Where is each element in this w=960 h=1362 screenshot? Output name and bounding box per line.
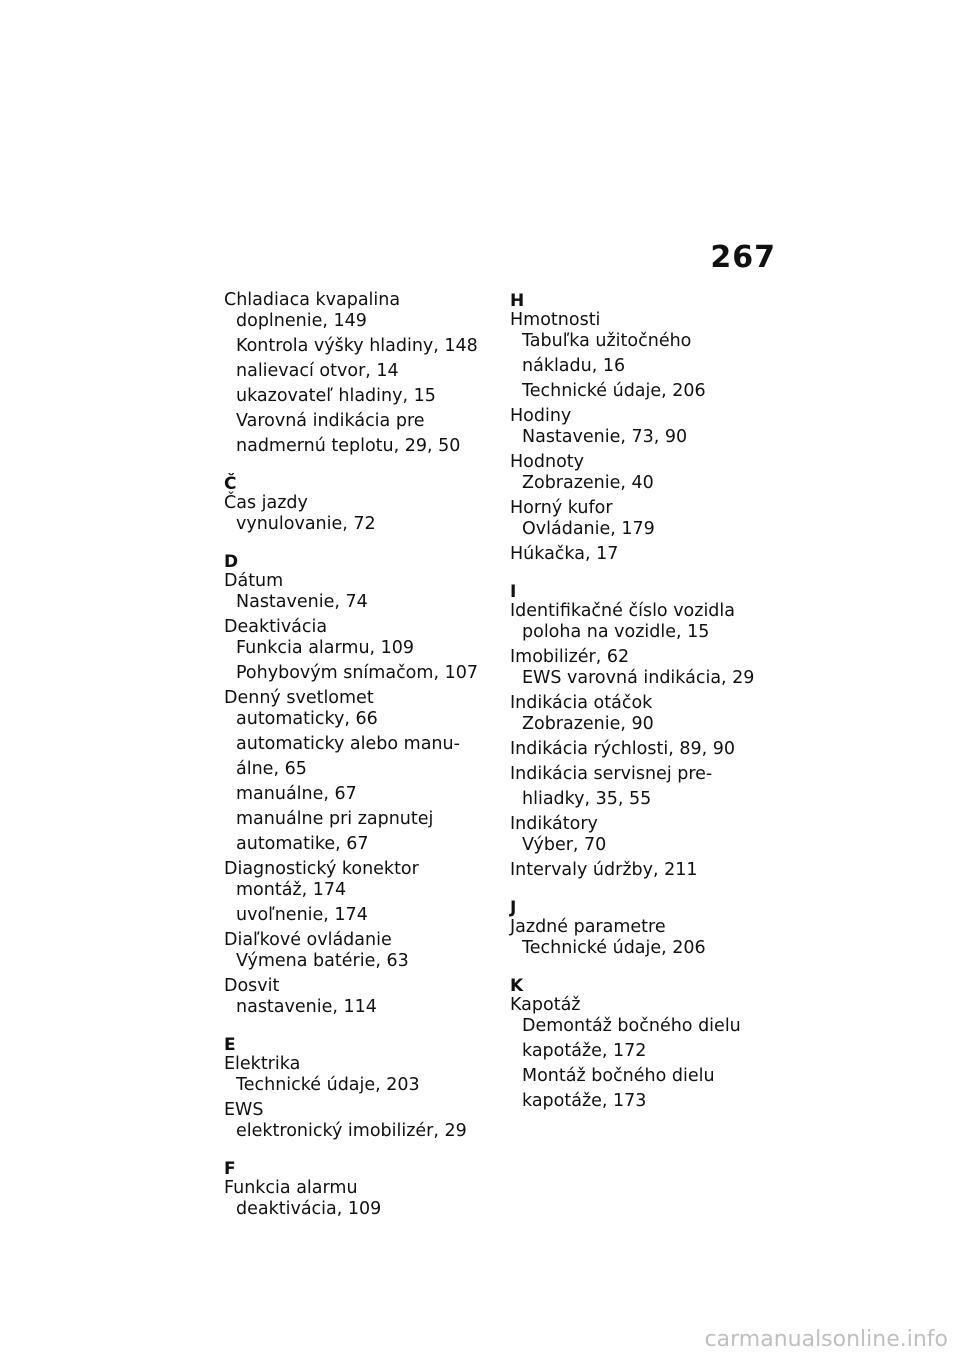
index-column-right: [510, 290, 772, 1112]
index-subentry: poloha na vozidle, 15: [522, 622, 710, 642]
index-subentry: Technické údaje, 206: [522, 938, 706, 958]
index-subentry-continuation: kapotáže, 172: [522, 1041, 647, 1061]
index-subentry: Nastavenie, 74: [236, 592, 368, 612]
index-subentry: Výber, 70: [522, 835, 607, 855]
index-entry: Jazdné parametre: [510, 917, 666, 937]
watermark: carmanualsonline.info: [704, 1327, 948, 1352]
index-entry: Hodiny: [510, 406, 572, 426]
index-subentry: manuálne, 67: [236, 784, 357, 804]
index-subentry: Zobrazenie, 90: [522, 714, 654, 734]
index-column-left: [224, 290, 486, 1220]
index-subentry: Nastavenie, 73, 90: [522, 427, 688, 447]
index-subentry-continuation: kapotáže, 173: [522, 1091, 647, 1111]
index-subentry: Technické údaje, 203: [236, 1075, 420, 1095]
index-subentry-continuation: nadmernú teplotu, 29, 50: [236, 436, 461, 456]
index-entry: Dátum: [224, 571, 284, 591]
index-subentry: Kontrola výšky hladiny, 148: [236, 336, 478, 356]
index-letter-heading: E: [224, 1035, 236, 1055]
index-subentry: ukazovateľ hladiny, 15: [236, 386, 436, 406]
index-entry: Funkcia alarmu: [224, 1178, 358, 1198]
index-subentry: Pohybovým snímačom, 107: [236, 663, 478, 683]
index-entry: Indikácia otáčok: [510, 693, 653, 713]
index-entry: EWS: [224, 1100, 264, 1120]
index-subentry: Ovládanie, 179: [522, 519, 655, 539]
index-subentry: nalievací otvor, 14: [236, 361, 399, 381]
index-subentry: nastavenie, 114: [236, 997, 377, 1017]
index-entry: Deaktivácia: [224, 617, 328, 637]
index-letter-heading: H: [510, 291, 525, 311]
page-number: 267: [710, 240, 776, 275]
index-letter-heading: K: [510, 976, 524, 996]
index-entry: Diagnostický konektor: [224, 859, 419, 879]
index-entry: Indikácia servisnej pre-: [510, 764, 713, 784]
index-entry: Čas jazdy: [224, 493, 308, 513]
index-letter-heading: D: [224, 552, 239, 572]
index-subentry: EWS varovná indikácia, 29: [522, 668, 755, 688]
index-letter-heading: J: [510, 898, 517, 918]
index-entry: Chladiaca kvapalina: [224, 290, 401, 310]
index-subentry: montáž, 174: [236, 880, 347, 900]
index-entry: Imobilizér, 62: [510, 647, 630, 667]
index-letter-heading: Č: [224, 474, 237, 494]
index-entry: Dosvit: [224, 976, 280, 996]
index-entry: Húkačka, 17: [510, 544, 619, 564]
index-subentry: vynulovanie, 72: [236, 514, 376, 534]
index-entry: Elektrika: [224, 1054, 301, 1074]
index-subentry-continuation: álne, 65: [236, 759, 307, 779]
index-letter-heading: I: [510, 582, 517, 602]
index-entry: Hodnoty: [510, 452, 584, 472]
index-subentry: doplnenie, 149: [236, 311, 367, 331]
index-subentry: Funkcia alarmu, 109: [236, 638, 415, 658]
index-subentry-continuation: nákladu, 16: [522, 356, 626, 376]
index-subentry: manuálne pri zapnutej: [236, 809, 434, 829]
index-subentry: elektronický imobilizér, 29: [236, 1121, 467, 1141]
index-subentry: Zobrazenie, 40: [522, 473, 654, 493]
index-subentry: automaticky, 66: [236, 709, 378, 729]
index-entry: Identifikačné číslo vozidla: [510, 601, 736, 621]
index-subentry-continuation: automatike, 67: [236, 834, 369, 854]
index-entry: Intervaly údržby, 211: [510, 860, 698, 880]
index-subentry: Výmena batérie, 63: [236, 951, 409, 971]
index-subentry: Varovná indikácia pre: [236, 411, 425, 431]
index-subentry-continuation: hliadky, 35, 55: [522, 789, 652, 809]
index-subentry: Tabuľka užitočného: [522, 331, 692, 351]
index-subentry: uvoľnenie, 174: [236, 905, 368, 925]
index-subentry: Montáž bočného dielu: [522, 1066, 715, 1086]
index-subentry: Technické údaje, 206: [522, 381, 706, 401]
index-letter-heading: F: [224, 1159, 236, 1179]
index-entry: Denný svetlomet: [224, 688, 374, 708]
index-entry: Indikátory: [510, 814, 598, 834]
index-entry: Indikácia rýchlosti, 89, 90: [510, 739, 736, 759]
index-entry: Kapotáž: [510, 995, 581, 1015]
index-subentry: Demontáž bočného dielu: [522, 1016, 741, 1036]
index-entry: Diaľkové ovládanie: [224, 930, 392, 950]
index-entry: Horný kufor: [510, 498, 613, 518]
index-entry: Hmotnosti: [510, 310, 601, 330]
index-subentry: deaktivácia, 109: [236, 1199, 382, 1219]
index-subentry: automaticky alebo manu-: [236, 734, 460, 754]
